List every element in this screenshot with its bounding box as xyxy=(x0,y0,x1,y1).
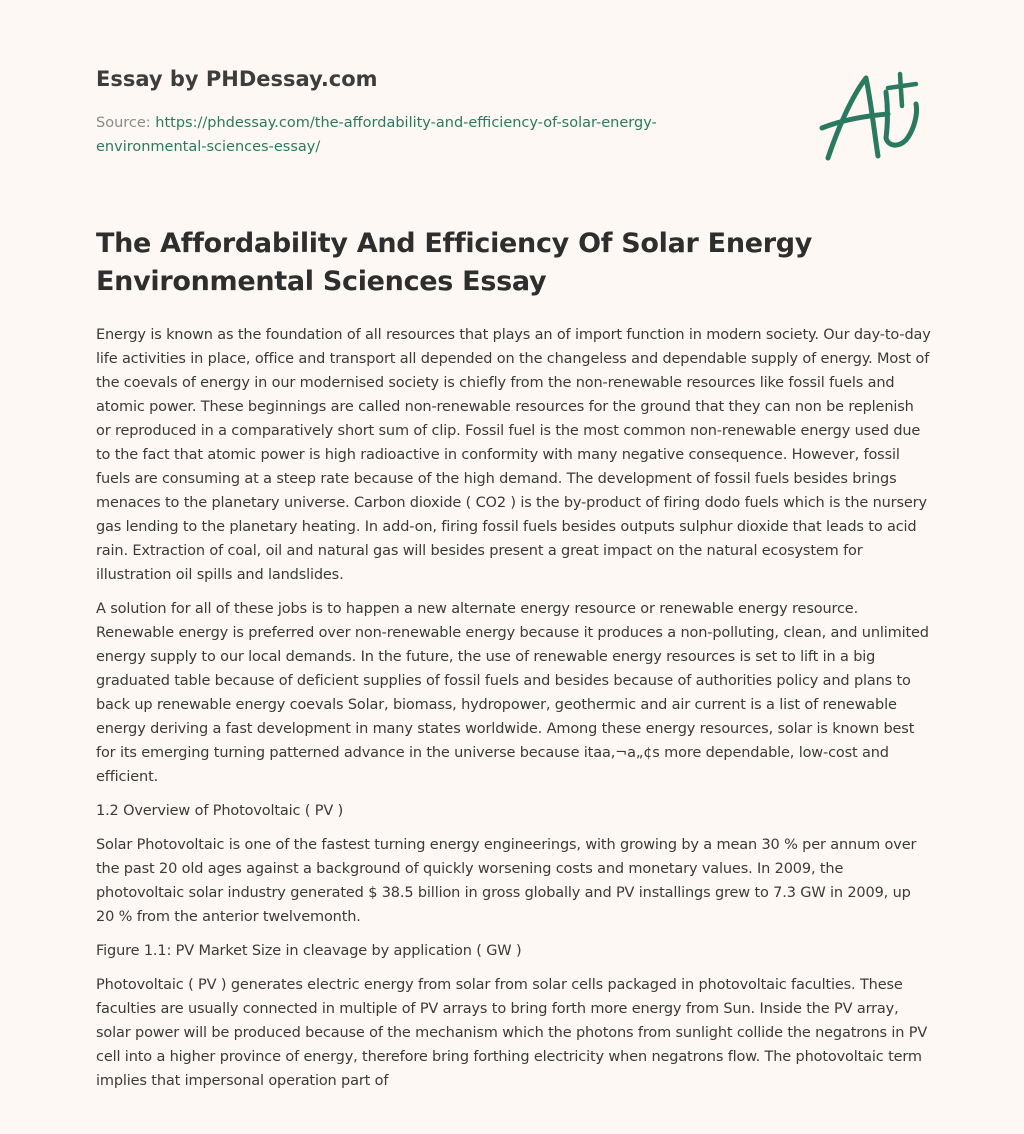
paragraph: Photovoltaic ( PV ) generates electric energy from solar from solar cells packaged in photovoltaic faculties. These faculties are usually connected in multiple of PV arrays to bring forth more energy from Sun. Inside the PV array, solar power will be produced because of the mechanism which the photons from sunlight collide the negatrons in PV cell into a higher province of energy, therefore bring forthing electricity when negatrons flow. The photovoltaic term implies that impersonal operation part of xyxy=(96,977,928,1089)
paragraph: Energy is known as the foundation of all resources that plays an of import function in modern society. Our day-to-day life activities in place, office and transport all depended on the changeless and dependable supply of energy. Most of the coevals of energy in our modernised society is chiefly from the non-renewable resources like fossil fuels and atomic power. These beginnings are called non-renewable resources for the ground that they can non be replenish or reproduced in a comparatively short sum of clip. Fossil fuel is the most common non-renewable energy used due to the fact that atomic power is high radioactive in conformity with many negative consequence. However, fossil fuels are consuming at a steep rate because of the high demand. The development of fossil fuels besides brings menaces to the planetary universe. Carbon dioxide ( CO2 ) is the by-product of firing dodo fuels which is the nursery gas lending to the planetary heating. In add-on, firing fossil fuels besides outputs sulphur dioxide that leads to acid rain. Extraction of coal, oil and natural gas will besides present a great impact on the natural ecosystem for illustration oil spills and landslides. xyxy=(96,327,931,583)
essay-title: The Affordability And Efficiency Of Solar Energy Environmental Sciences Essay xyxy=(96,228,813,297)
site-title: Essay by PHDessay.com xyxy=(96,67,378,91)
source-link-line-1: https://phdessay.com/the-affordability-and-efficiency-of-solar-energy- xyxy=(155,115,657,131)
source-link[interactable] xyxy=(96,115,657,155)
paragraph: Solar Photovoltaic is one of the fastest turning energy engineerings, with growing by a mean 30 % per annum over the past 20 old ages against a background of quickly worsening costs and monetary values. In 2009, the photovoltaic solar industry generated $ 38.5 billion in gross globally and PV installings grew to 7.3 GW in 2009, up 20 % from the anterior twelvemonth. xyxy=(96,837,917,925)
source-label: Source: xyxy=(96,115,151,131)
a-plus-logo-icon xyxy=(818,66,930,166)
source-link-line-2: environmental-sciences-essay/ xyxy=(96,139,321,155)
section-heading: 1.2 Overview of Photovoltaic ( PV ) xyxy=(96,803,344,819)
figure-caption: Figure 1.1: PV Market Size in cleavage by application ( GW ) xyxy=(96,943,522,959)
paragraph: A solution for all of these jobs is to happen a new alternate energy resource or renewable energy resource. Renewable energy is preferred over non-renewable energy because it produces a non-polluting, clean, and unlimited energy supply to our local demands. In the future, the use of renewable energy resources is set to lift in a big graduated table because of deficient supplies of fossil fuels and besides because of authorities policy and plans to back up renewable energy coevals Solar, biomass, hydropower, geothermic and air current is a list of renewable energy deriving a fast development in many states worldwide. Among these energy resources, solar is known best for its emerging turning patterned advance in the universe because itaa‚¬a„¢s more dependable, low-cost and efficient. xyxy=(96,601,929,785)
source-line xyxy=(96,111,736,159)
essay-body xyxy=(96,323,932,1103)
